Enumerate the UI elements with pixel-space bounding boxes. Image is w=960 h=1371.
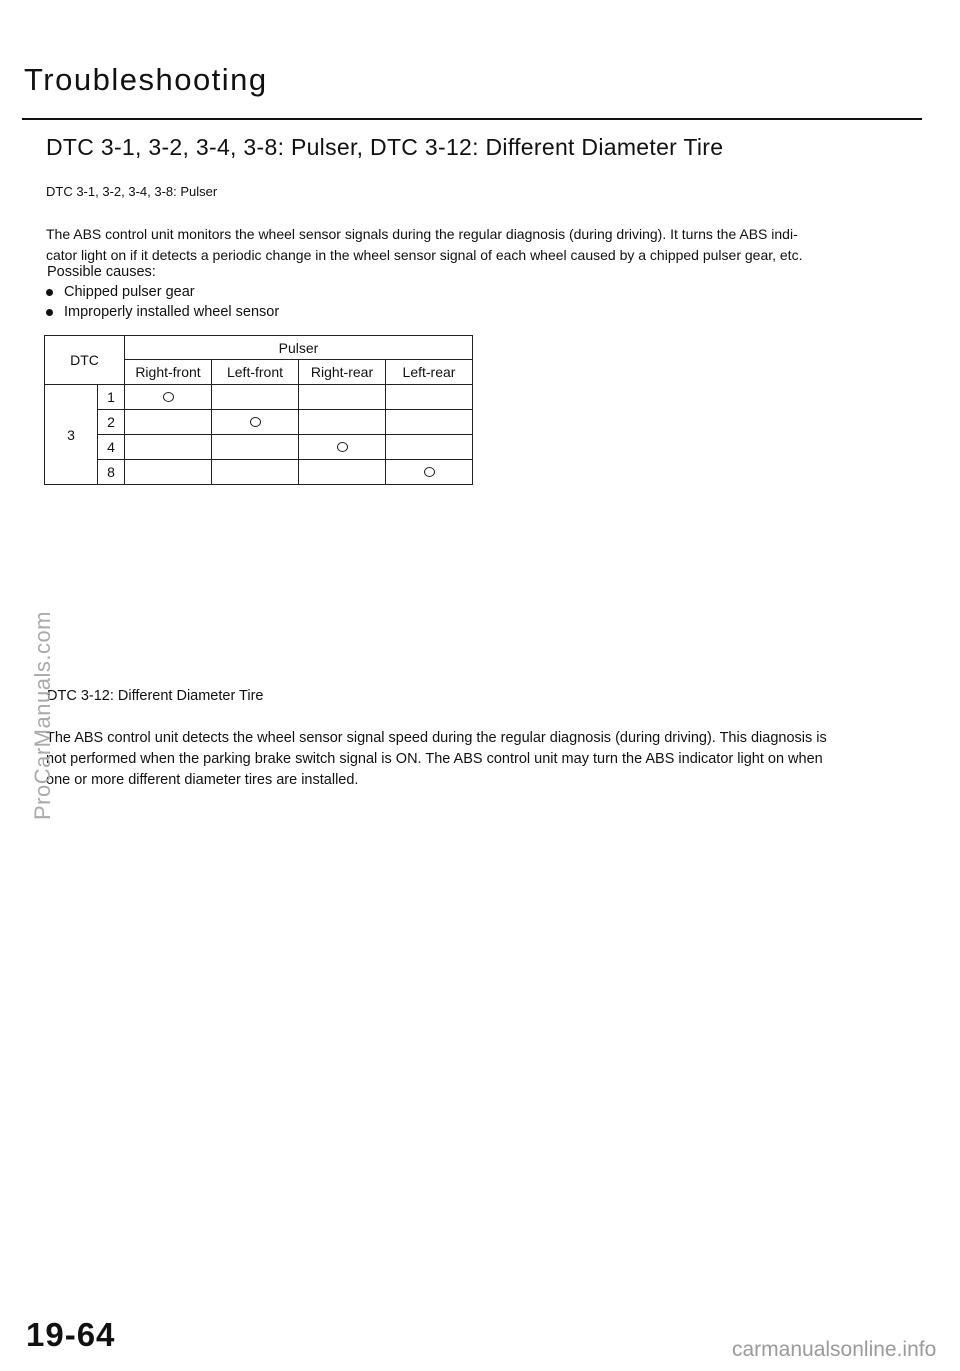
tire-heading: DTC 3-12: Different Diameter Tire xyxy=(47,688,264,704)
column-header: Left-front xyxy=(212,360,299,385)
tire-paragraph-line-2: not performed when the parking brake switch signal is ON. The ABS control unit may turn the ABS indicator light on when xyxy=(46,751,823,767)
table-row xyxy=(45,410,473,435)
tire-paragraph-line-1: The ABS control unit detects the wheel sensor signal speed during the regular diagnosis (during driving). This diagnosis is xyxy=(46,730,827,746)
table-row xyxy=(45,385,473,410)
mark-cell xyxy=(299,435,386,460)
pulser-heading: DTC 3-1, 3-2, 3-4, 3-8: Pulser xyxy=(46,184,218,199)
pulser-paragraph xyxy=(46,224,926,266)
table-dtc-header: DTC xyxy=(45,336,125,385)
column-header: Right-rear xyxy=(299,360,386,385)
sub-code-cell: 1 xyxy=(98,385,125,410)
mark-cell xyxy=(212,460,299,485)
cause-item: Chipped pulser gear xyxy=(44,284,195,300)
tire-paragraph-line-3: one or more different diameter tires are installed. xyxy=(46,772,359,788)
pulser-paragraph-line-2: cator light on if it detects a periodic change in the wheel sensor signal of each wheel caused by a chipped pulser gear, etc. xyxy=(46,247,803,263)
circle-mark xyxy=(250,417,261,427)
page-title: Troubleshooting xyxy=(24,62,268,97)
mark-cell xyxy=(125,435,212,460)
mark-cell xyxy=(212,385,299,410)
footer-site: carmanualsonline.info xyxy=(732,1338,937,1361)
mark-cell xyxy=(212,435,299,460)
mark-cell xyxy=(386,385,473,410)
mark-cell xyxy=(299,385,386,410)
table-row xyxy=(45,435,473,460)
title-rule xyxy=(22,118,922,120)
sub-code-cell: 4 xyxy=(98,435,125,460)
mark-cell xyxy=(125,385,212,410)
pulser-paragraph-line-1: The ABS control unit monitors the wheel sensor signals during the regular diagnosis (during driving). It turns the ABS indi- xyxy=(46,226,798,242)
mark-cell xyxy=(299,410,386,435)
circle-mark xyxy=(163,392,174,402)
watermark: ProCarManuals.com xyxy=(30,610,55,820)
main-code-cell: 3 xyxy=(45,385,98,485)
circle-mark xyxy=(424,467,435,477)
sub-code-cell: 8 xyxy=(98,460,125,485)
circle-mark xyxy=(337,442,348,452)
tire-paragraph xyxy=(46,728,926,791)
mark-cell xyxy=(125,460,212,485)
column-header: Right-front xyxy=(125,360,212,385)
mark-cell xyxy=(299,460,386,485)
mark-cell xyxy=(386,410,473,435)
table-row xyxy=(45,460,473,485)
section-title: DTC 3-1, 3-2, 3-4, 3-8: Pulser, DTC 3-12: Different Diameter Tire xyxy=(46,134,724,160)
sub-code-cell: 2 xyxy=(98,410,125,435)
table-pulser-header: Pulser xyxy=(125,336,473,360)
pulser-dtc-table xyxy=(44,335,473,485)
possible-causes-label: Possible causes: xyxy=(47,264,156,280)
page-number: 19-64 xyxy=(26,1316,116,1353)
mark-cell xyxy=(125,410,212,435)
mark-cell xyxy=(212,410,299,435)
mark-cell xyxy=(386,435,473,460)
mark-cell xyxy=(386,460,473,485)
column-header: Left-rear xyxy=(386,360,473,385)
cause-item: Improperly installed wheel sensor xyxy=(44,304,279,320)
